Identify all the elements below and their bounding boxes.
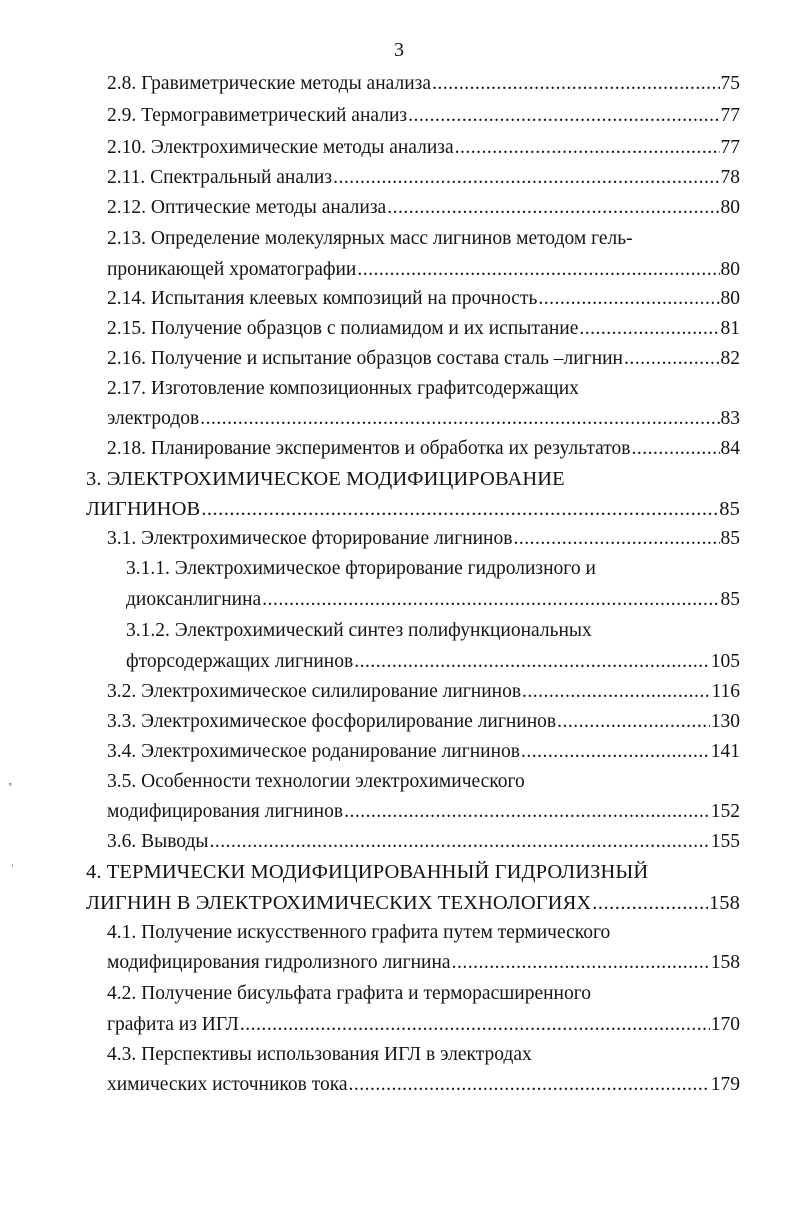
dot-leader — [201, 494, 718, 524]
toc-entry-title: 2.10. Электрохимические методы анализа — [107, 137, 454, 158]
toc-entry-4-1-line-2 — [107, 948, 740, 978]
toc-entry-4-3-line-2 — [107, 1070, 740, 1100]
dot-leader — [513, 524, 719, 554]
toc-entry-4-3-line-1 — [107, 1040, 532, 1070]
toc-entry-4-1-line-1 — [107, 918, 610, 948]
toc-entry-page: 155 — [710, 831, 740, 852]
toc-entry-page: 80 — [720, 288, 740, 309]
toc-entry-2-17-line-1 — [107, 374, 579, 404]
scan-mark: ˈ — [10, 863, 15, 878]
toc-entry-title: модифицирования гидролизного лигнина — [107, 952, 451, 973]
toc-entry-title: 3.1.2. Электрохимический синтез полифункциональных — [126, 620, 592, 641]
toc-entry-2-14 — [107, 284, 740, 314]
toc-entry-page: 75 — [720, 73, 740, 94]
toc-entry-title: 3.1. Электрохимическое фторирование лигнинов — [107, 528, 513, 549]
toc-entry-page: 141 — [710, 741, 740, 762]
dot-leader — [592, 888, 708, 918]
dot-leader — [344, 797, 710, 827]
dot-leader — [538, 284, 719, 314]
toc-entry-page: 179 — [710, 1074, 740, 1095]
toc-entry-2-16 — [107, 344, 740, 374]
toc-entry-title: 2.8. Гравиметрические методы анализа — [107, 73, 431, 94]
toc-entry-page: 82 — [720, 348, 740, 369]
toc-entry-title: 2.13. Определение молекулярных масс лигнинов методом гель- — [107, 228, 633, 249]
toc-entry-page: 116 — [711, 681, 740, 702]
dot-leader — [354, 647, 710, 677]
toc-entry-title: 4.1. Получение искусственного графита путем термического — [107, 922, 611, 943]
dot-leader — [200, 404, 719, 434]
toc-entry-title: модифицирования лигнинов — [107, 801, 344, 822]
toc-entry-3-4 — [107, 737, 740, 767]
dot-leader — [240, 1010, 710, 1040]
dot-leader — [624, 344, 720, 374]
toc-entry-title: 3.2. Электрохимическое силилирование лигнинов — [107, 681, 522, 702]
dot-leader — [631, 434, 719, 464]
toc-entry-page: 85 — [720, 528, 740, 549]
toc-entry-title: ЛИГНИНОВ — [86, 498, 201, 520]
dot-leader — [522, 677, 710, 707]
toc-entry-3-1-2-line-2 — [126, 647, 740, 677]
toc-entry-3-1-1-line-1 — [126, 554, 596, 584]
toc-entry-3-1-2-line-1 — [126, 616, 592, 646]
dot-leader — [557, 707, 710, 737]
toc-entry-page: 130 — [710, 711, 740, 732]
toc-entry-title: 2.17. Изготовление композиционных графитсодержащих — [107, 378, 579, 399]
toc-entry-page: 85 — [719, 498, 740, 520]
toc-entry-title: электродов — [107, 408, 200, 429]
toc-entry-2-15 — [107, 314, 740, 344]
toc-entry-2-13-line-1 — [107, 224, 633, 254]
toc-entry-title: 2.12. Оптические методы анализа — [107, 197, 387, 218]
toc-entry-page: 81 — [720, 318, 740, 339]
dot-leader — [387, 193, 719, 223]
toc-entry-page: 83 — [720, 408, 740, 429]
toc-entry-page: 85 — [720, 589, 740, 610]
toc-entry-2-10 — [107, 133, 740, 163]
toc-entry-4-2-line-2 — [107, 1010, 740, 1040]
toc-chapter-4-line-2 — [86, 888, 740, 918]
toc-entry-title: 4.3. Перспективы использования ИГЛ в электродах — [107, 1044, 532, 1065]
toc-entry-4-2-line-1 — [107, 979, 591, 1009]
toc-entry-title: 3. ЭЛЕКТРОХИМИЧЕСКОЕ МОДИФИЦИРОВАНИЕ — [86, 468, 565, 490]
toc-entry-page: 152 — [710, 801, 740, 822]
toc-entry-page: 80 — [720, 259, 740, 280]
dot-leader — [349, 1070, 710, 1100]
toc-entry-3-6 — [107, 827, 740, 857]
toc-entry-title: фторсодержащих лигнинов — [126, 651, 354, 672]
toc-entry-page: 158 — [710, 952, 740, 973]
toc-entry-3-5-line-1 — [107, 767, 525, 797]
dot-leader — [262, 585, 719, 615]
toc-entry-title: 3.3. Электрохимическое фосфорилирование лигнинов — [107, 711, 557, 732]
toc-entry-3-5-line-2 — [107, 797, 740, 827]
toc-entry-title: диоксанлигнина — [126, 589, 262, 610]
scan-mark: ˚ — [8, 782, 13, 797]
toc-entry-title: 3.1.1. Электрохимическое фторирование гидролизного и — [126, 558, 596, 579]
toc-entry-2-8 — [107, 69, 740, 99]
toc-entry-title: 3.4. Электрохимическое роданирование лигнинов — [107, 741, 521, 762]
toc-entry-3-1 — [107, 524, 740, 554]
toc-entry-2-18 — [107, 434, 740, 464]
toc-entry-page: 77 — [720, 137, 740, 158]
toc-entry-page: 78 — [720, 167, 740, 188]
toc-entry-3-3 — [107, 707, 740, 737]
toc-entry-page: 77 — [720, 105, 740, 126]
toc-entry-3-2 — [107, 677, 740, 707]
toc-entry-title: ЛИГНИН В ЭЛЕКТРОХИМИЧЕСКИХ ТЕХНОЛОГИЯХ — [86, 892, 592, 914]
toc-entry-page: 105 — [710, 651, 740, 672]
toc-entry-title: 3.6. Выводы — [107, 831, 209, 852]
toc-chapter-3-line-1 — [86, 464, 565, 494]
toc-entry-title: графита из ИГЛ — [107, 1014, 239, 1035]
toc-chapter-4-line-1 — [86, 857, 648, 887]
page-number: 3 — [394, 39, 404, 61]
toc-entry-page: 84 — [720, 438, 740, 459]
toc-entry-title: 4. ТЕРМИЧЕСКИ МОДИФИЦИРОВАННЫЙ ГИДРОЛИЗНЫЙ — [86, 861, 649, 883]
toc-entry-title: проникающей хроматографии — [107, 259, 357, 280]
dot-leader — [579, 314, 719, 344]
toc-entry-page: 158 — [708, 892, 740, 914]
toc-entry-title: 2.9. Термогравиметрический анализ — [107, 105, 408, 126]
toc-entry-title: химических источников тока — [107, 1074, 348, 1095]
toc-entry-title: 2.16. Получение и испытание образцов состава сталь –лигнин — [107, 348, 623, 369]
toc-entry-title: 3.5. Особенности технологии электрохимического — [107, 771, 525, 792]
toc-entry-title: 2.11. Спектральный анализ — [107, 167, 333, 188]
toc-entry-2-12 — [107, 193, 740, 223]
toc-entry-page: 80 — [720, 197, 740, 218]
toc-entry-2-9 — [107, 101, 740, 131]
dot-leader — [357, 255, 719, 285]
toc-entry-title: 4.2. Получение бисульфата графита и терморасширенного — [107, 983, 591, 1004]
toc-entry-2-13-line-2 — [107, 255, 740, 285]
dot-leader — [452, 948, 710, 978]
dot-leader — [333, 163, 719, 193]
toc-entry-title: 2.18. Планирование экспериментов и обработка их результатов — [107, 438, 631, 459]
toc-entry-2-11 — [107, 163, 740, 193]
dot-leader — [432, 69, 720, 99]
toc-chapter-3-line-2 — [86, 494, 740, 524]
toc-entry-title: 2.14. Испытания клеевых композиций на прочность — [107, 288, 538, 309]
dot-leader — [210, 827, 710, 857]
toc-entry-2-17-line-2 — [107, 404, 740, 434]
toc-entry-title: 2.15. Получение образцов с полиамидом и их испытание — [107, 318, 579, 339]
toc-entry-3-1-1-line-2 — [126, 585, 740, 615]
dot-leader — [521, 737, 710, 767]
dot-leader — [408, 101, 719, 131]
dot-leader — [455, 133, 720, 163]
toc-entry-page: 170 — [710, 1014, 740, 1035]
